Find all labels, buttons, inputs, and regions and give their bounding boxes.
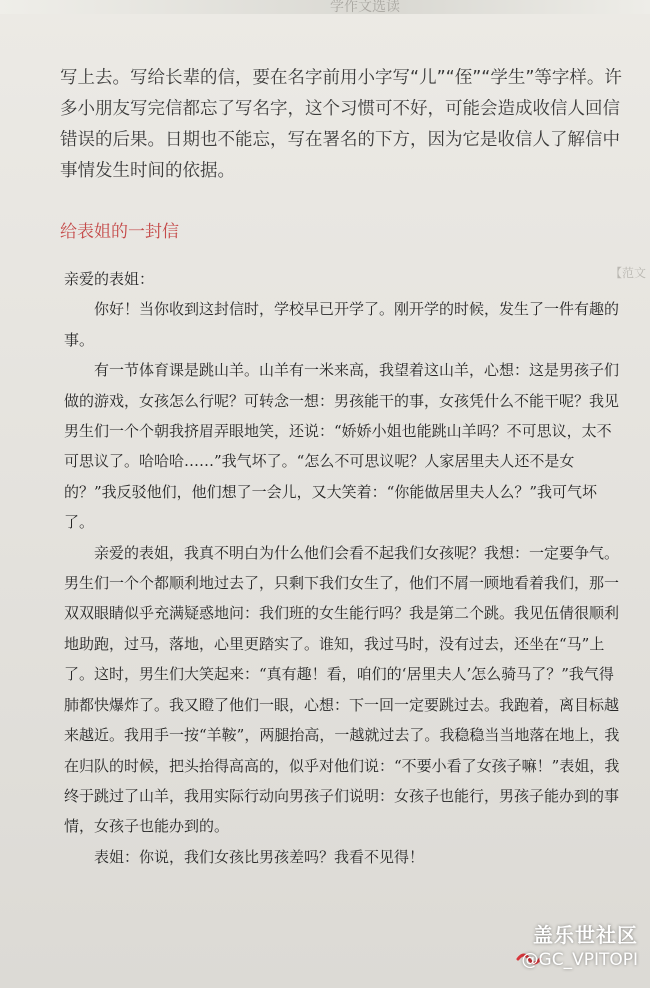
side-label: 【范文	[610, 266, 647, 280]
watermark-title: 盖乐世社区	[533, 923, 638, 947]
intro-paragraph	[60, 63, 635, 187]
letter-paragraph-2: 有一节体育课是跳山羊。山羊有一米来高，我望着这山羊，心想：这是男孩子们做的游戏，女孩怎么行呢？可转念一想：男孩能干的事，女孩凭什么不能干呢？我见男生们一个个朝我挤眉弄眼地笑，还说：“娇娇小姐也能跳山羊吗？不可思议，太不可思议了。哈哈哈……”我气坏了。“怎么不可思议呢？人家居里夫人还不是女的？”我反驳他们，他们想了一会儿，又大笑着：“你能做居里夫人么？”我可气坏了。	[64, 361, 620, 532]
section-title: 给表姐的一封信	[60, 222, 179, 242]
letter-paragraph-1: 你好！当你收到这封信时，学校早已开学了。刚开学的时候，发生了一件有趣的事。	[64, 300, 620, 349]
letter-paragraph-3: 亲爱的表姐，我真不明白为什么他们会看不起我们女孩呢？我想：一定要争气。男生们一个个都顺利地过去了，只剩下我们女生了，他们不屑一顾地看着我们，那一双双眼睛似乎充满疑惑地问：我们班的女生能行吗？我是第二个跳。我见伍倩很顺利地助跑，过马，落地，心里更踏实了。谁知，我过马时，没有过去，还坐在“马”上了。这时，男生们大笑起来：“真有趣！看，咱们的‘居里夫人’怎么骑马了？”我气得肺都快爆炸了。我又瞪了他们一眼，心想：下一回一定要跳过去。我跑着，离目标越来越近。我用手一按“羊鞍”，两腿抬高，一越就过去了。我稳稳当当地落在地上，我在归队的时候，把头抬得高高的，似乎对他们说：“不要小看了女孩子嘛！”表姐，我终于跳过了山羊，我用实际行动向男孩子们说明：女孩子也能行，男孩子能办到的事情，女孩子也能办到的。	[64, 543, 620, 836]
letter-paragraph-4: 表姐：你说，我们女孩比男孩差吗？我看不见得！	[94, 847, 425, 866]
watermark	[522, 919, 638, 970]
watermark-handle: @GC_VPITOPI	[521, 950, 638, 970]
letter-salutation: 亲爱的表姐：	[64, 270, 155, 288]
intro-text: 写上去。写给长辈的信，要在名字前用小字写“儿”“侄”“学生”等字样。许多小朋友写完信都忘了写名字，这个习惯可不好，可能会造成收信人回信错误的后果。日期也不能忘，写在署名的下方，因为它是收信人了解信中事情发生时间的依据。	[60, 68, 622, 181]
running-header: 学作文选读	[330, 0, 400, 15]
page-header-strip	[0, 0, 650, 14]
letter-body	[64, 264, 620, 872]
